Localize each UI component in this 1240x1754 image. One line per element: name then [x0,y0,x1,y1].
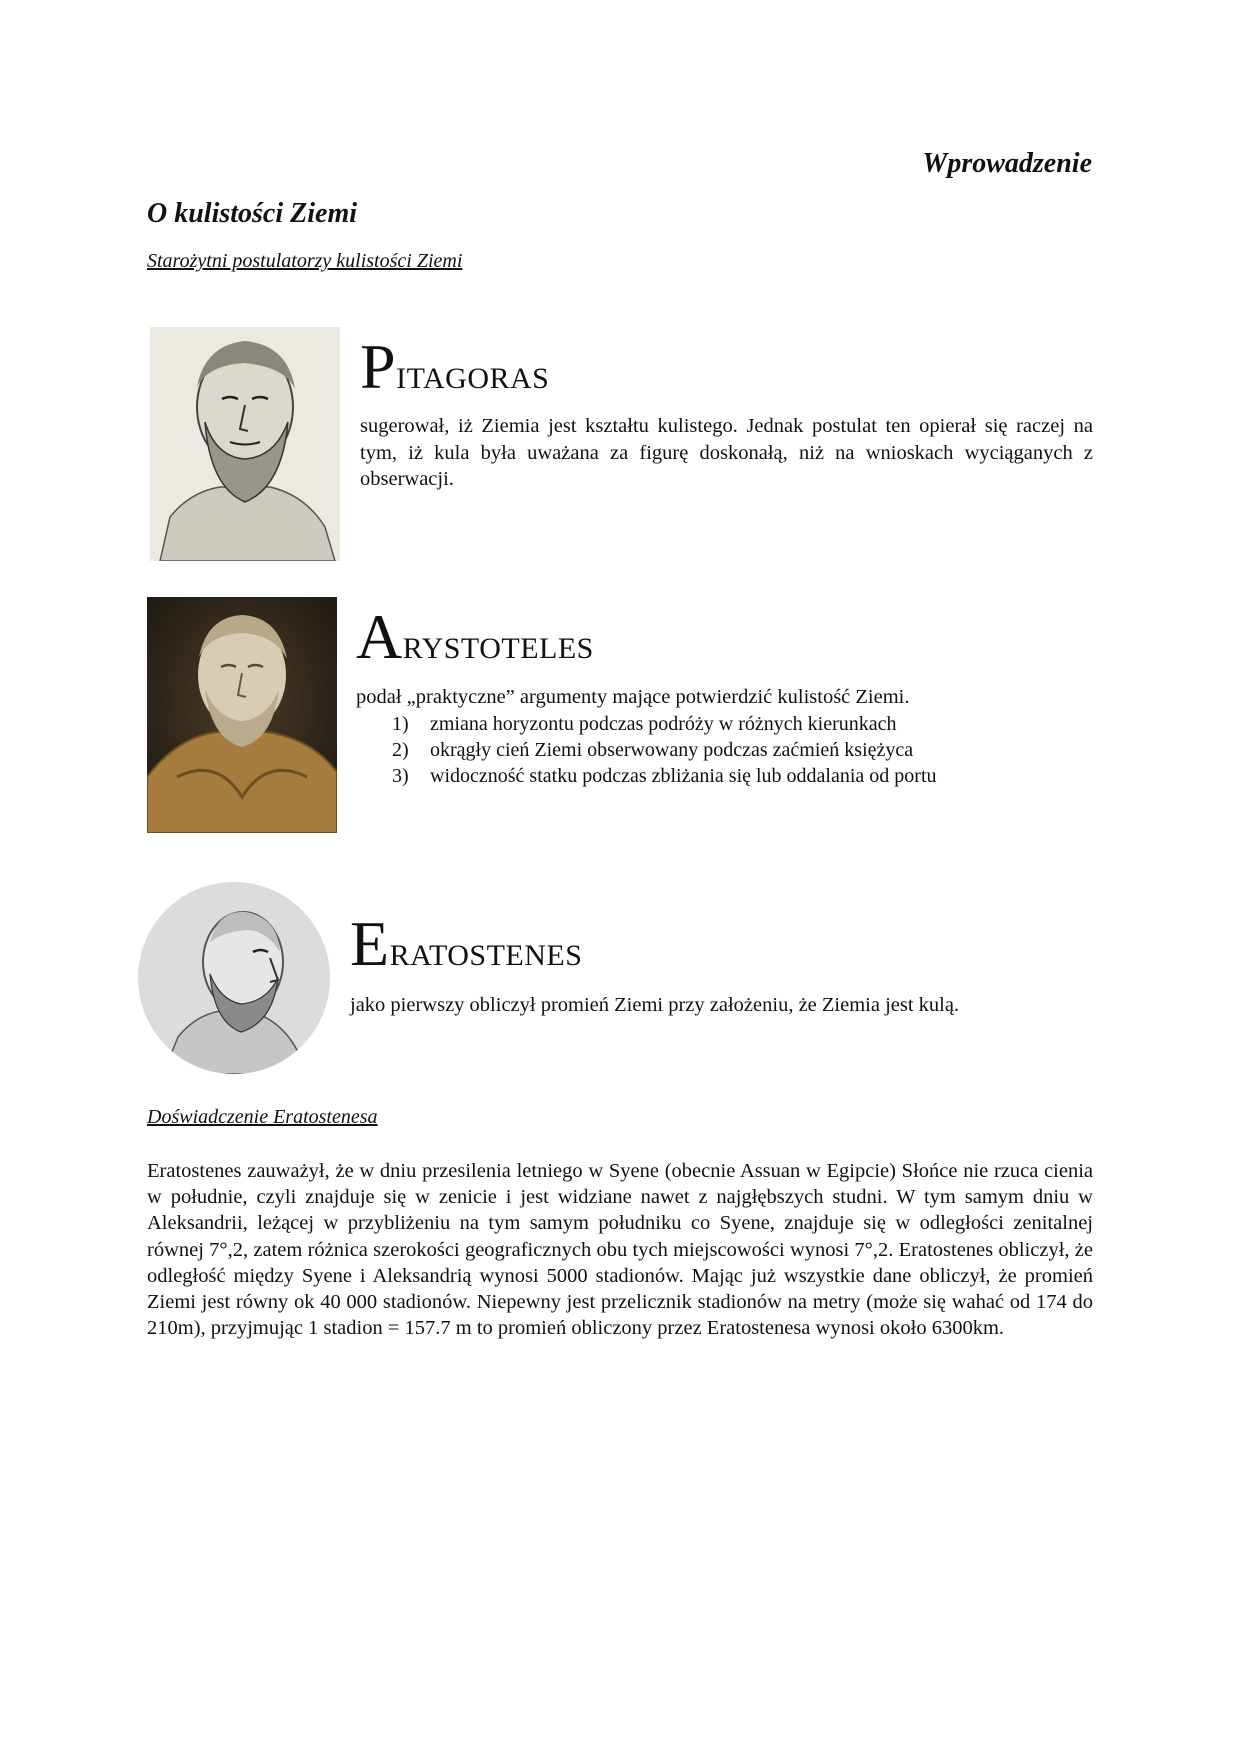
name-initial: A [356,601,403,672]
description-pitagoras: sugerował, iż Ziemia jest kształtu kulistego. Jednak postulat ten opierał się raczej na tym, iż kula była uważana za figurę doskonałą, niż na wnioskach wyciąganych z obserwacji. [360,415,1093,490]
portrait-arystoteles [147,597,337,833]
section-title: O kulistości Ziemi [147,198,357,229]
name-arystoteles [356,601,594,672]
portrait-pitagoras [150,327,340,561]
name-eratostenes [350,908,583,979]
description-arystoteles: podał „praktyczne” argumenty mające potwierdzić kulistość Ziemi. [356,686,910,708]
experiment-title: Doświadczenie Eratostenesa [147,1106,378,1128]
list-item: 1) zmiana horyzontu podczas podróży w różnych kierunkach [392,713,897,735]
description-eratostenes: jako pierwszy obliczył promień Ziemi przy założeniu, że Ziemia jest kulą. [350,994,960,1016]
name-rest: ITAGORAS [396,362,550,395]
portrait-eratostenes [138,882,330,1074]
list-item: 3) widoczność statku podczas zbliżania się lub oddalania od portu [392,765,937,787]
name-initial: E [350,908,390,979]
arguments-list [392,711,1092,789]
list-item: 2) okrągły cień Ziemi obserwowany podczas zaćmień księżyca [392,739,914,761]
name-initial: P [360,331,397,402]
section-subtitle: Starożytni postulatorzy kulistości Ziemi [147,250,463,272]
chapter-title: Wprowadzenie [922,148,1092,179]
name-rest: RYSTOTELES [402,632,594,665]
experiment-paragraph: Eratostenes zauważył, że w dniu przesilenia letniego w Syene (obecnie Assuan w Egipcie) Słońce nie rzuca cienia w południe, czyli znajduje się w zenicie i jest widziane nawet z najgłębszych studni. W tym samym dniu w Aleksandrii, leżącej w przybliżeniu na tym samym południku co Syene, znajduje się w odległości zenitalnej równej 7°,2, zatem różnica szerokości geograficznych obu tych miejscowości wynosi 7°,2. Eratostenes obliczył, że odległość między Syene i Aleksandrią wynosi 5000 stadionów. Mając już wszystkie dane obliczył, że promień Ziemi jest równy ok 40 000 stadionów. Niepewny jest przelicznik stadionów na metry (może się wahać od 174 do 210m), przyjmując 1 stadion = 157.7 m to promień obliczony przez Eratostenesa wynosi około 6300km. [147,1160,1093,1340]
name-rest: RATOSTENES [389,939,583,972]
name-pitagoras [360,331,550,402]
